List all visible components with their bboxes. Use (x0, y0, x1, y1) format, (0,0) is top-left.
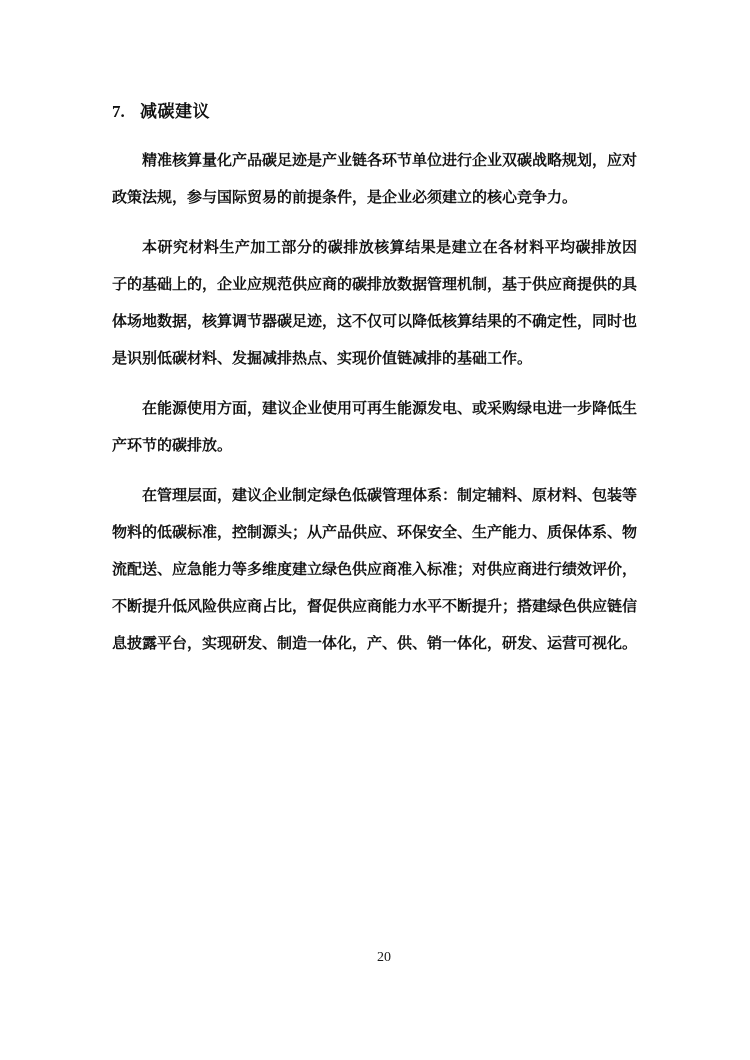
paragraph-line: 在管理层面，建议企业制定绿色低碳管理体系：制定辅料、原材料、包装等 (142, 487, 637, 504)
paragraph-line: 物料的低碳标准，控制源头；从产品供应、环保安全、生产能力、质保体系、物 (112, 524, 637, 541)
section-heading (112, 93, 637, 130)
paragraph-3 (112, 390, 637, 464)
paragraph-line: 政策法规，参与国际贸易的前提条件，是企业必须建立的核心竞争力。 (112, 189, 578, 206)
page-number: 20 (377, 950, 391, 965)
paragraph-line: 是识别低碳材料、发掘减排热点、实现价值链减排的基础工作。 (112, 350, 533, 367)
paragraph-line: 产环节的碳排放。 (112, 437, 233, 454)
paragraph-2 (112, 229, 637, 377)
page-content (112, 93, 637, 675)
paragraph-line: 子的基础上的，企业应规范供应商的碳排放数据管理机制，基于供应商提供的具 (112, 276, 637, 293)
paragraph-line: 精准核算量化产品碳足迹是产业链各环节单位进行企业双碳战略规划，应对 (142, 152, 637, 169)
paragraph-1 (112, 142, 637, 216)
paragraph-line: 体场地数据，核算调节器碳足迹，这不仅可以降低核算结果的不确定性，同时也 (112, 313, 637, 330)
paragraph-line: 在能源使用方面，建议企业使用可再生能源发电、或采购绿电进一步降低生 (142, 400, 637, 417)
section-title: 减碳建议 (140, 102, 210, 121)
paragraph-line: 不断提升低风险供应商占比，督促供应商能力水平不断提升；搭建绿色供应链信 (112, 598, 637, 615)
section-number: 7. (112, 102, 125, 121)
paragraph-line: 流配送、应急能力等多维度建立绿色供应商准入标准；对供应商进行绩效评价， (112, 561, 637, 578)
paragraph-line: 息披露平台，实现研发、制造一体化，产、供、销一体化，研发、运营可视化。 (112, 635, 637, 652)
paragraph-4 (112, 477, 637, 662)
paragraph-line: 本研究材料生产加工部分的碳排放核算结果是建立在各材料平均碳排放因 (142, 239, 637, 256)
